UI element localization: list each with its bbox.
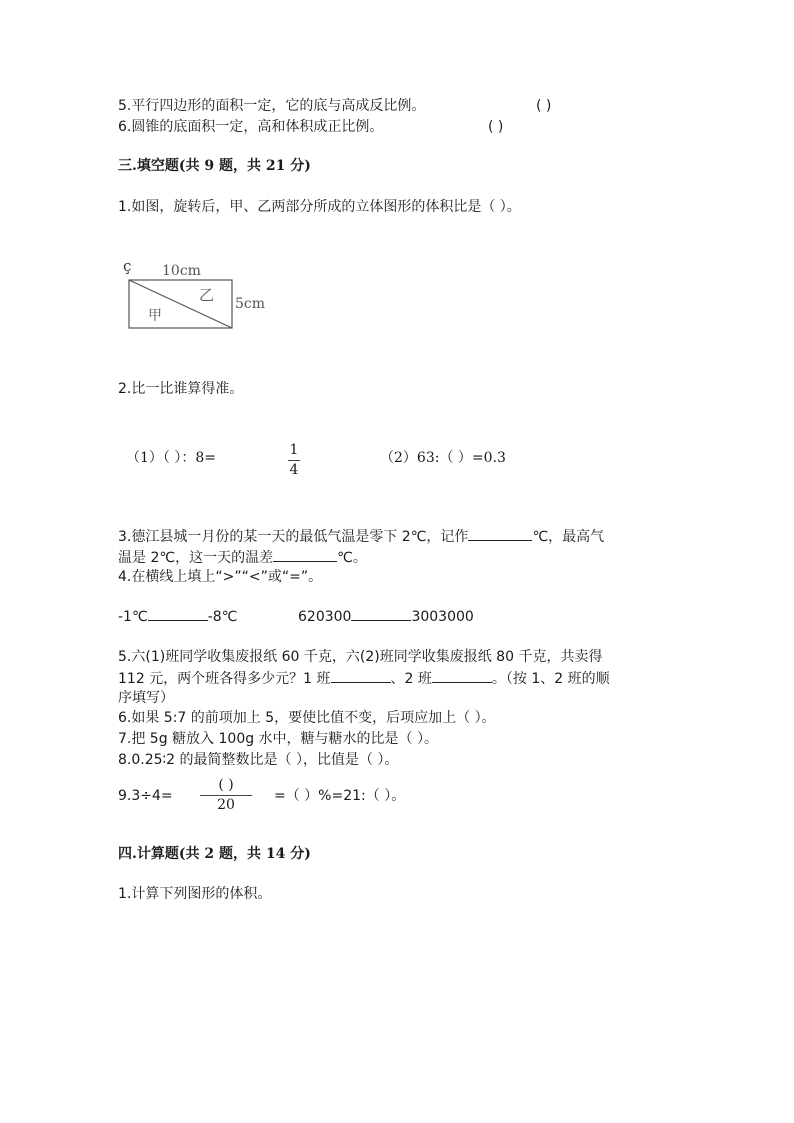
q3-text-a: 3.德江县城一月份的某一天的最低气温是零下 2℃，记作 (118, 529, 469, 545)
question-3-1: 1.如图，旋转后，甲、乙两部分所成的立体图形的体积比是（ ）。 (118, 199, 521, 215)
section-3-heading: 三.填空题(共 9 题，共 21 分) (118, 158, 311, 174)
question-3-8: 8.0.25∶2 的最简整数比是（ ），比值是（ ）。 (118, 752, 399, 768)
question-3-2: 2.比一比谁算得准。 (118, 381, 244, 397)
q4-blank-1[interactable] (148, 606, 208, 621)
q4-right-b: 3003000 (411, 609, 474, 625)
fraction-blank-over-20 (200, 778, 252, 813)
section-4-heading: 四.计算题(共 2 题，共 14 分) (118, 846, 311, 862)
q3-text-b: ℃，最高气 (532, 529, 605, 545)
question-3-2-part1: （1）（ ）：8= (126, 450, 216, 466)
q3-blank-1[interactable] (468, 526, 532, 541)
judge-item-6 (118, 117, 383, 137)
q5-blank-2[interactable] (432, 668, 492, 683)
question-3-4: 4.在横线上填上“>”“<”或“=”。 (118, 569, 323, 585)
fraction-denominator-20: 20 (217, 797, 235, 813)
question-3-4-row2 (298, 606, 474, 627)
question-3-2-part2: （2）63:（ ）=0.3 (380, 450, 506, 466)
height-label: 5cm (235, 296, 266, 312)
q4-right-a: 620300 (298, 609, 352, 625)
width-label: 10cm (162, 263, 201, 279)
question-3-3-line1 (118, 526, 604, 547)
judge-item-5 (118, 96, 425, 116)
judge-item-5-paren[interactable]: ( ) (536, 98, 552, 114)
rotation-axis-symbol: ç (123, 257, 132, 275)
diagonal-line (129, 280, 232, 328)
part-jia-label: 甲 (148, 308, 162, 324)
question-3-5-line1: 5.六(1)班同学收集废报纸 60 千克，六(2)班同学收集废报纸 80 千克，共卖得 (118, 649, 603, 665)
fraction-bar-2 (200, 795, 252, 796)
question-3-5-line2 (118, 668, 610, 689)
fraction-one-quarter (288, 443, 300, 478)
q3-text-d: ℃。 (337, 550, 367, 566)
fraction-numerator-blank[interactable]: ( ) (218, 777, 234, 793)
judge-item-5-text: 5.平行四边形的面积一定，它的底与高成反比例。 (118, 98, 426, 114)
question-3-9-a: 9.3÷4= (118, 788, 173, 804)
judge-item-6-text: 6.圆锥的底面积一定，高和体积成正比例。 (118, 119, 384, 135)
rectangle-figure (112, 250, 282, 335)
q5-blank-1[interactable] (331, 668, 391, 683)
fraction-bar (288, 460, 300, 461)
q3-blank-2[interactable] (273, 547, 337, 562)
q4-left-a: -1℃ (118, 609, 148, 625)
fraction-denominator: 4 (289, 462, 299, 478)
q5-text-a: 112 元，两个班各得多少元？1 班 (118, 671, 331, 687)
fraction-numerator: 1 (289, 442, 299, 458)
question-3-9-b: =（ ）%=21:（ ）。 (274, 788, 406, 804)
q4-left-b: -8℃ (207, 609, 238, 625)
question-3-5-line3: 序填写） (118, 690, 174, 706)
question-3-6: 6.如果 5:7 的前项加上 5，要使比值不变，后项应加上（ ）。 (118, 710, 496, 726)
question-3-4-row (118, 606, 237, 627)
question-4-1: 1.计算下列图形的体积。 (118, 886, 272, 902)
q4-blank-2[interactable] (351, 606, 411, 621)
question-3-7: 7.把 5g 糖放入 100g 水中，糖与糖水的比是（ ）。 (118, 731, 439, 747)
part-yi-label: 乙 (199, 286, 215, 304)
question-3-3-line2 (118, 547, 367, 568)
judge-item-6-paren[interactable]: ( ) (488, 119, 504, 135)
q5-text-b: 、2 班 (390, 671, 432, 687)
q5-text-c: 。（按 1、2 班的顺 (491, 671, 610, 687)
q3-text-c: 温是 2℃，这一天的温差 (118, 550, 274, 566)
